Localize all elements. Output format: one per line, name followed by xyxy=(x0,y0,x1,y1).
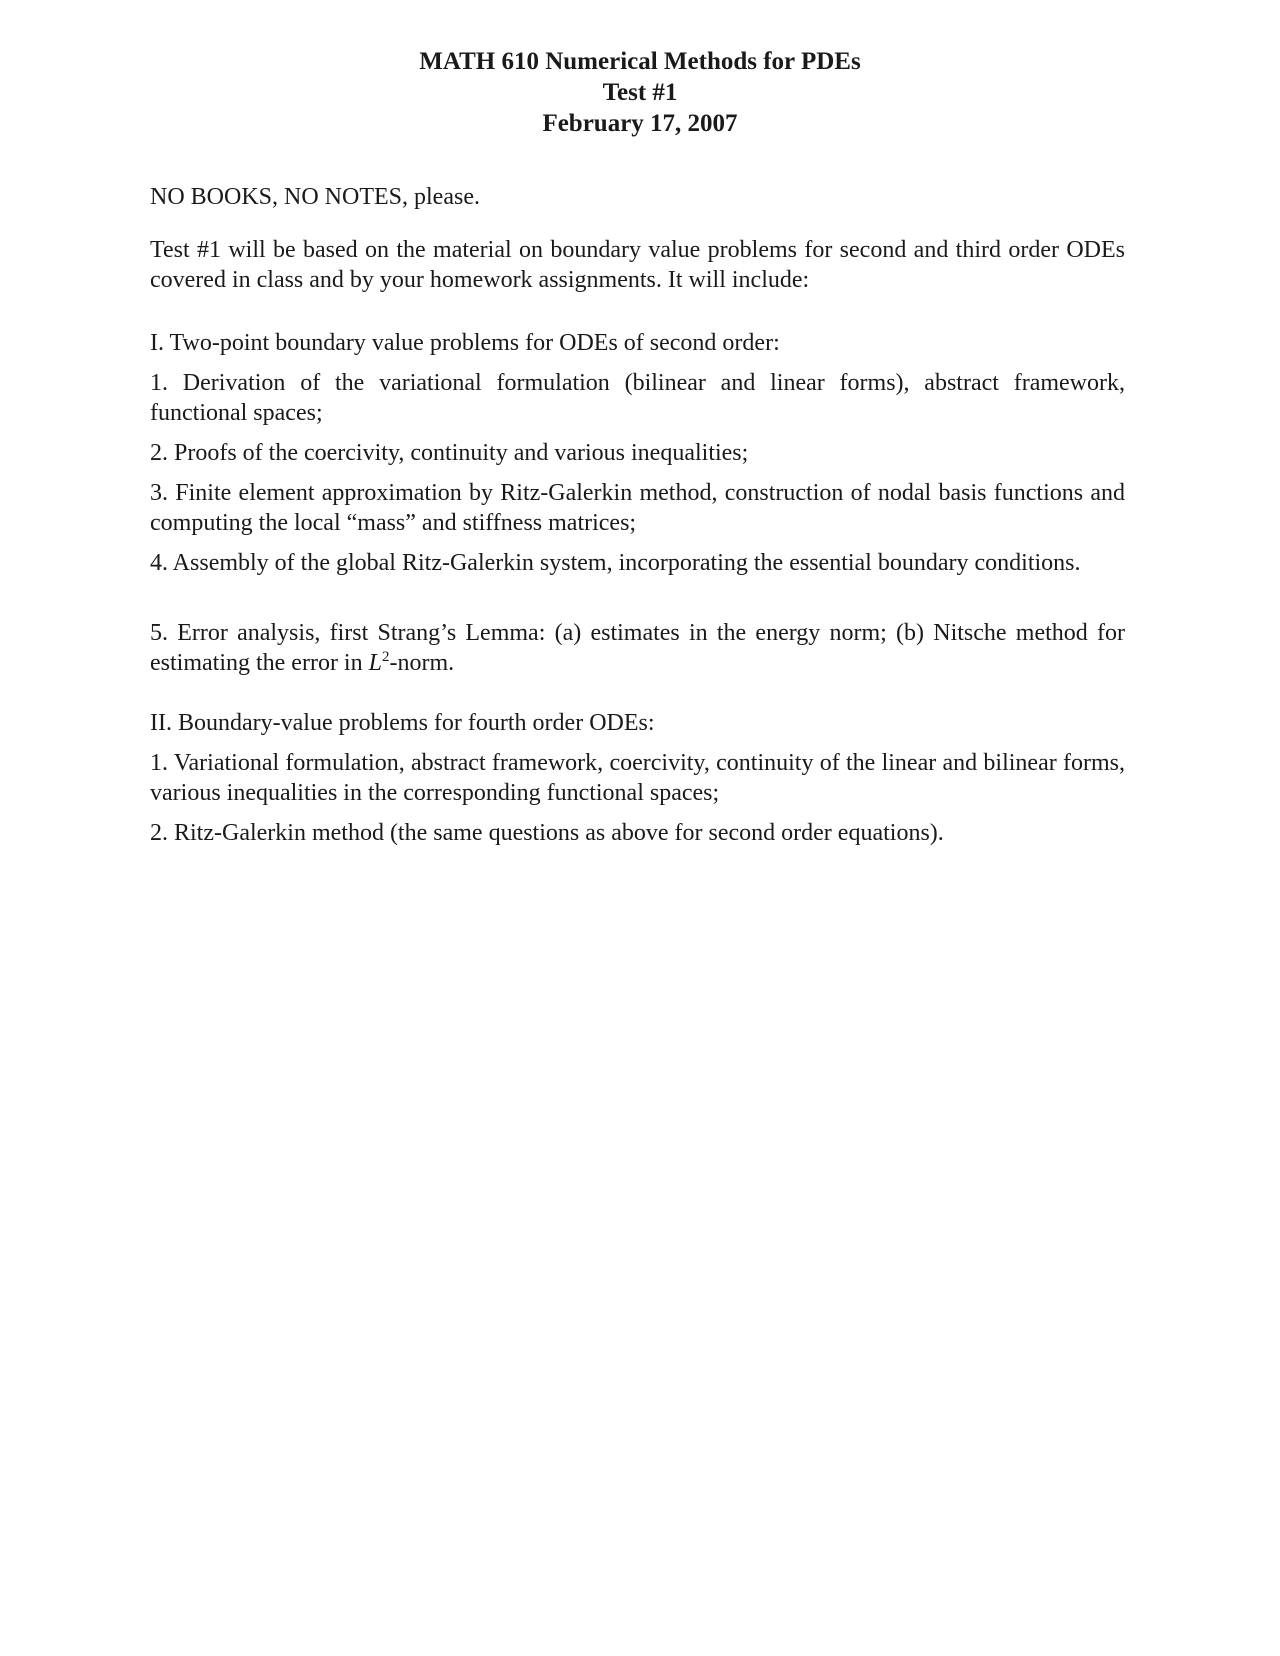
document-header xyxy=(0,46,1280,139)
intro-paragraph: Test #1 will be based on the material on boundary value problems for second and third order ODEs covered in class and by your homework assignments. It will include: xyxy=(150,237,1125,293)
course-title: MATH 610 Numerical Methods for PDEs xyxy=(419,48,861,75)
section2-heading: II. Boundary-value problems for fourth order ODEs: xyxy=(150,710,655,736)
section1-item-3: 3. Finite element approximation by Ritz-Galerkin method, construction of nodal basis functions and computing the local “mass” and stiffness matrices; xyxy=(150,480,1125,536)
section1-item-1: 1. Derivation of the variational formulation (bilinear and linear forms), abstract framework, functional spaces; xyxy=(150,370,1125,426)
item5-superscript: 2 xyxy=(381,649,390,665)
item5-variable: L xyxy=(368,650,382,676)
test-date: February 17, 2007 xyxy=(542,110,738,137)
section2-item-1: 1. Variational formulation, abstract framework, coercivity, continuity of the linear and bilinear forms, various inequalities in the corresponding functional spaces; xyxy=(150,750,1125,806)
section2-item-2: 2. Ritz-Galerkin method (the same questions as above for second order equations). xyxy=(150,820,944,846)
section1-heading: I. Two-point boundary value problems for ODEs of second order: xyxy=(150,330,780,356)
section1-item-5 xyxy=(150,618,1125,678)
notice-text: NO BOOKS, NO NOTES, please. xyxy=(150,184,480,210)
section1-item-2: 2. Proofs of the coercivity, continuity and various inequalities; xyxy=(150,440,749,466)
item5-suffix: -norm. xyxy=(389,650,455,676)
item5-prefix: 5. Error analysis, first Strang’s Lemma: (a) estimates in the energy norm; (b) Nitsche method for estimating the error in xyxy=(150,620,1125,676)
section1-item-4: 4. Assembly of the global Ritz-Galerkin system, incorporating the essential boundary conditions. xyxy=(150,550,1081,576)
test-title: Test #1 xyxy=(602,79,678,106)
